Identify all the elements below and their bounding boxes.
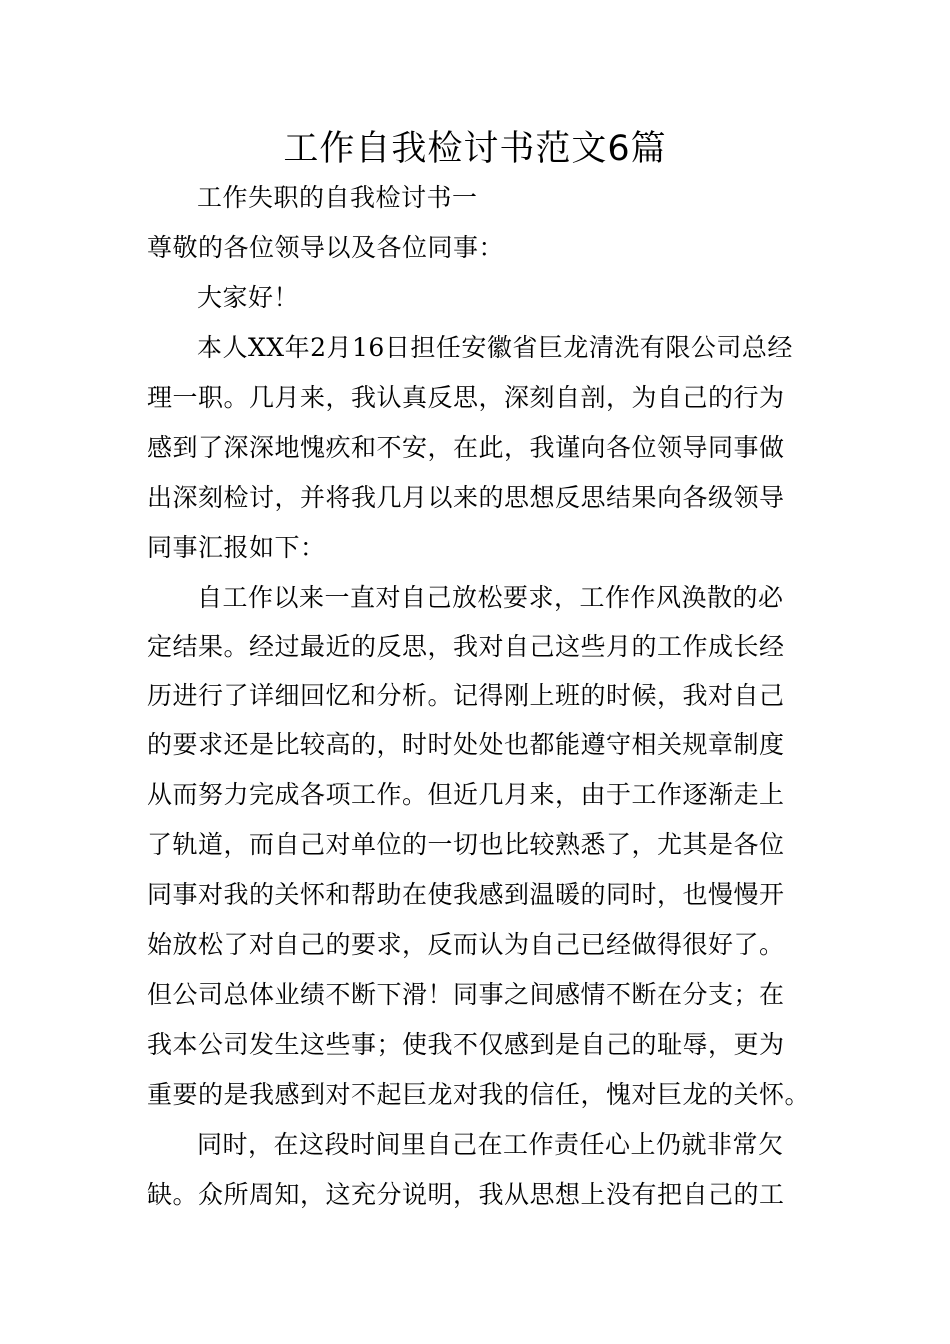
salutation: 尊敬的各位领导以及各位同事：: [147, 233, 505, 262]
paragraph-line: 重要的是我感到对不起巨龙对我的信任，愧对巨龙的关怀。: [147, 1080, 811, 1109]
paragraph-line: 理一职。几月来，我认真反思，深刻自剖，为自己的行为: [147, 383, 785, 412]
paragraph-line: 从而努力完成各项工作。但近几月来，由于工作逐渐走上: [147, 780, 785, 809]
subtitle: 工作失职的自我检讨书一: [197, 183, 478, 212]
greeting: 大家好！: [197, 283, 300, 312]
paragraph-line: 出深刻检讨，并将我几月以来的思想反思结果向各级领导: [147, 483, 785, 512]
paragraph-line: 的要求还是比较高的，时时处处也都能遵守相关规章制度: [147, 730, 785, 759]
paragraph-line: 同时，在这段时间里自己在工作责任心上仍就非常欠: [197, 1130, 784, 1159]
paragraph-line: 缺。众所周知，这充分说明，我从思想上没有把自己的工: [147, 1180, 785, 1209]
document-title: 工作自我检讨书范文6篇: [283, 129, 667, 169]
paragraph-line: 但公司总体业绩不断下滑！同事之间感情不断在分支；在: [147, 980, 785, 1009]
paragraph-line: 同事汇报如下：: [147, 533, 326, 562]
paragraph-line: 本人XX年2月16日担任安徽省巨龙清洗有限公司总经: [197, 333, 793, 362]
paragraph-line: 始放松了对自己的要求，反而认为自己已经做得很好了。: [147, 930, 785, 959]
paragraph-line: 我本公司发生这些事；使我不仅感到是自己的耻辱，更为: [147, 1030, 785, 1059]
paragraph-line: 历进行了详细回忆和分析。记得刚上班的时候，我对自己: [147, 681, 785, 710]
paragraph-line: 感到了深深地愧疚和不安，在此，我谨向各位领导同事做: [147, 433, 785, 462]
paragraph-line: 自工作以来一直对自己放松要求，工作作风涣散的必: [197, 583, 784, 612]
paragraph-line: 定结果。经过最近的反思，我对自己这些月的工作成长经: [147, 632, 785, 661]
paragraph-line: 同事对我的关怀和帮助在使我感到温暖的同时，也慢慢开: [147, 880, 785, 909]
paragraph-line: 了轨道，而自己对单位的一切也比较熟悉了，尤其是各位: [147, 830, 785, 859]
